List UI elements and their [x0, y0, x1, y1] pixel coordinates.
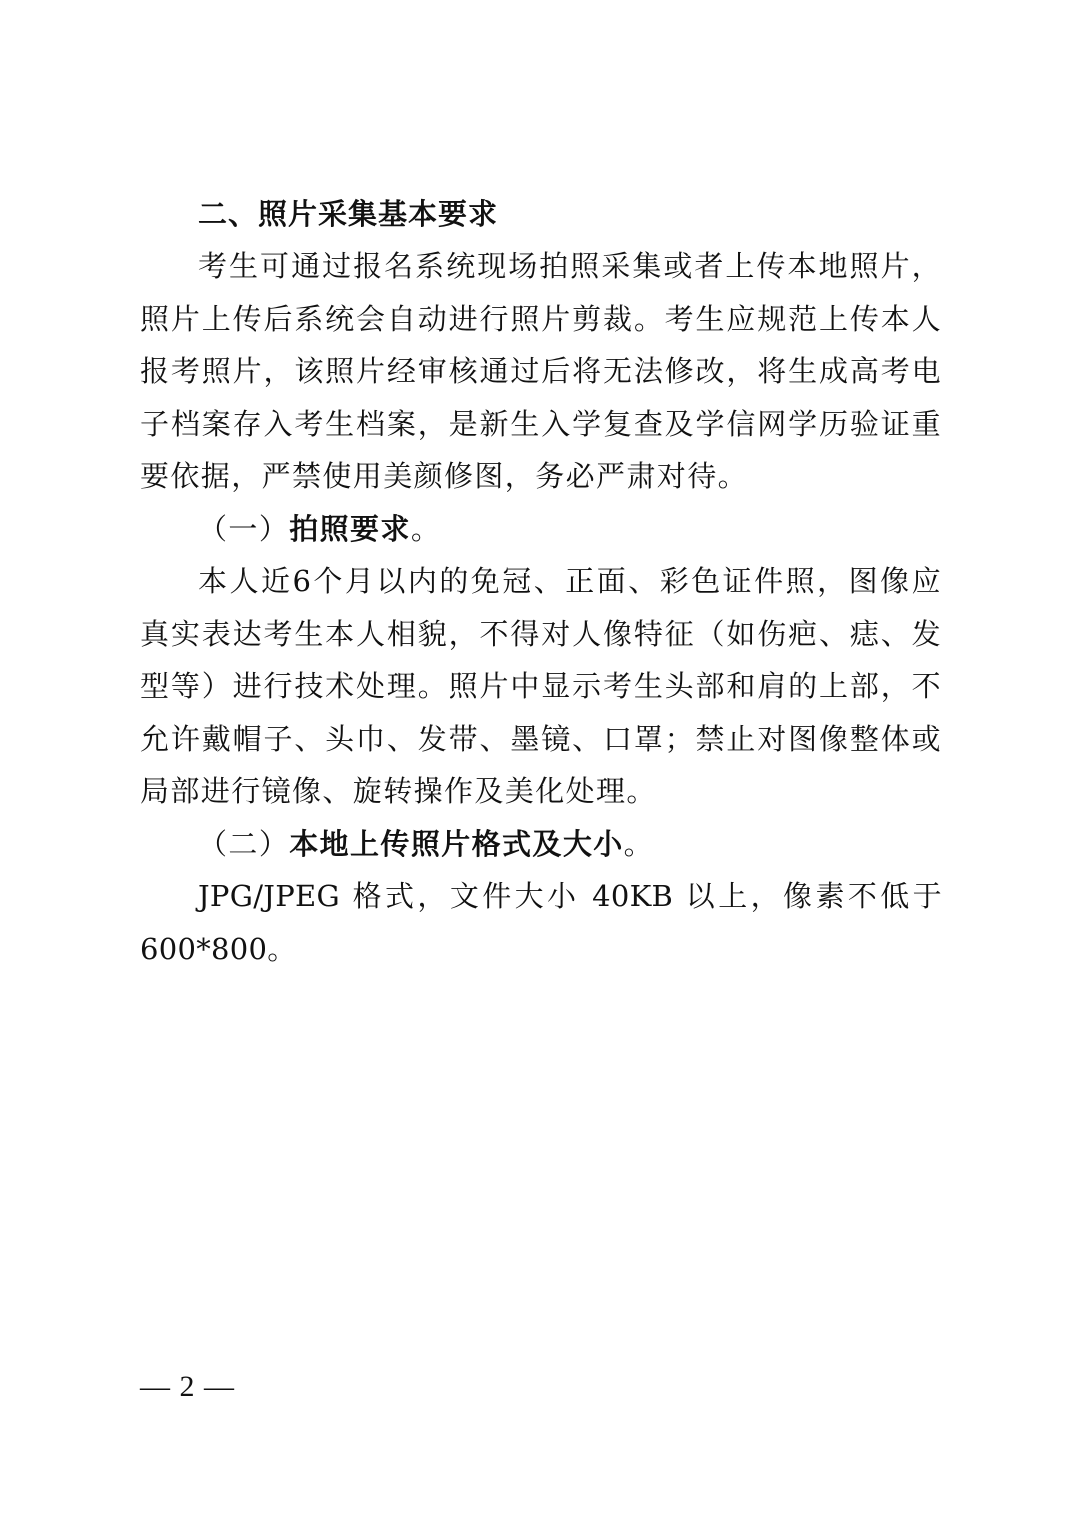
- subsection-2-heading: [140, 818, 942, 871]
- subsection-1-heading: [140, 503, 942, 556]
- subsection-2-open-paren: （: [198, 826, 229, 861]
- subsection-1-open-paren: （: [198, 511, 229, 546]
- subsection-1-end-mark: 。: [410, 511, 442, 546]
- section-paragraph: 考生可通过报名系统现场拍照采集或者上传本地照片，照片上传后系统会自动进行照片剪裁。考生应规范上传本人报考照片，该照片经审核通过后将无法修改，将生成高考电子档案存入考生档案，是新生入学复查及学信网学历验证重要依据，严禁使用美颜修图，务必严肃对待。: [140, 249, 942, 493]
- subsection-2-close-paren: ）: [258, 826, 290, 861]
- subsection-1-close-paren: ）: [258, 511, 290, 546]
- subsection-2-end-mark: 。: [623, 826, 655, 861]
- subsection-1-title: 拍照要求: [289, 511, 411, 546]
- document-body: [140, 188, 942, 975]
- subsection-2-number: 二: [228, 826, 259, 861]
- subsection-1-number: 一: [228, 511, 259, 546]
- subsection-2-paragraph: JPG/JPEG 格式，文件大小 40KB 以上，像素不低于 600*800。: [140, 879, 942, 966]
- page-number: — 2 —: [140, 1370, 235, 1403]
- subsection-1-paragraph: 本人近6个月以内的免冠、正面、彩色证件照，图像应真实表达考生本人相貌，不得对人像特征（如伤疤、痣、发型等）进行技术处理。照片中显示考生头部和肩的上部，不允许戴帽子、头巾、发带、墨镜、口罩；禁止对图像整体或局部进行镜像、旋转操作及美化处理。: [140, 564, 942, 808]
- section-heading: 二、照片采集基本要求: [198, 197, 499, 231]
- subsection-2-title: 本地上传照片格式及大小: [289, 826, 624, 861]
